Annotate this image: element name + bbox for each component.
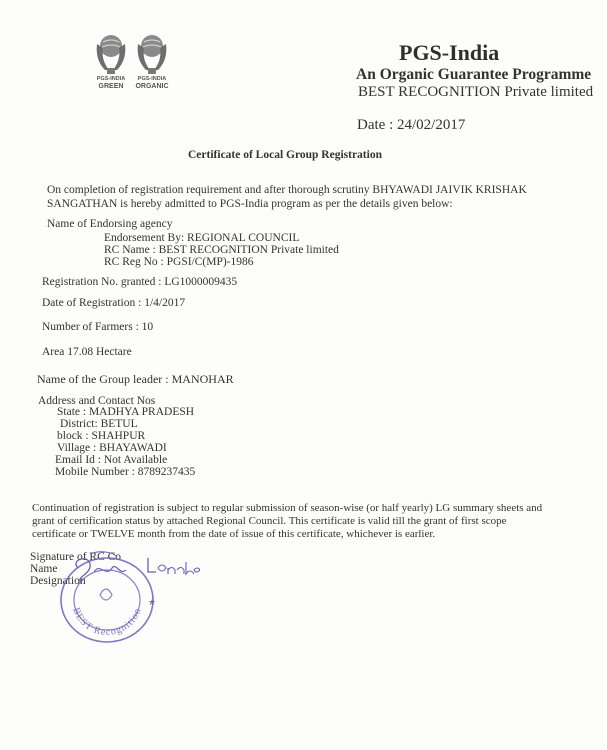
logo-green-line2: GREEN [98, 83, 124, 90]
logo-organic-line2: ORGANIC [135, 83, 169, 90]
certificate-title: Certificate of Local Group Registration [188, 149, 382, 161]
org-company: BEST RECOGNITION Private limited [358, 84, 594, 100]
address-district: District: BETUL [60, 418, 138, 430]
globe-hands-icon [134, 30, 170, 76]
agency-heading: Name of Endorsing agency [47, 218, 173, 230]
stamp-star-icon: ★ [148, 598, 157, 608]
intro-line-2: SANGATHAN is hereby admitted to PGS-India program as per the details given below: [47, 198, 453, 210]
address-heading: Address and Contact Nos [38, 395, 156, 407]
handwritten-signature [60, 548, 200, 588]
designation-label: Designation [30, 575, 86, 587]
name-label: Name [30, 563, 58, 575]
endorsement-by: Endorsement By: REGIONAL COUNCIL [104, 232, 300, 244]
address-block: block : SHAHPUR [57, 430, 146, 442]
pgs-green-logo [93, 30, 129, 92]
svg-text:BEST Recognition [70, 606, 144, 638]
stamp-text: BEST Recognition [70, 606, 144, 639]
intro-line-1: On completion of registration requirement and after thorough scrutiny BHYAWADI JAIVIK KRISHAK [47, 184, 527, 196]
continuation-line-1: Continuation of registration is subject to regular submission of season-wise (or half yearly) LG summary sheets and [32, 502, 543, 514]
address-mobile: Mobile Number : 8789237435 [55, 466, 196, 478]
area-hectare: Area 17.08 Hectare [42, 346, 132, 358]
org-tagline: An Organic Guarantee Programme [356, 66, 592, 83]
rc-reg-no: RC Reg No : PGSI/C(MP)-1986 [104, 256, 254, 268]
logo-organic-line1: PGS-INDIA [137, 76, 167, 82]
signature-label: Signature of RC Co [30, 551, 122, 563]
continuation-line-2: grant of certification status by attached Regional Council. This certificate is valid till the grant of first scope [32, 515, 507, 527]
globe-hands-icon [93, 30, 129, 76]
org-name: PGS-India [399, 40, 500, 65]
registration-number: Registration No. granted : LG1000009435 [42, 276, 238, 288]
address-village: Village : BHAYAWADI [57, 442, 167, 454]
address-email: Email Id : Not Available [55, 454, 168, 466]
address-state: State : MADHYA PRADESH [57, 406, 195, 418]
pgs-organic-logo [134, 30, 170, 92]
group-leader: Name of the Group leader : MANOHAR [37, 372, 234, 386]
number-of-farmers: Number of Farmers : 10 [42, 321, 154, 333]
continuation-line-3: certificate or TWELVE month from the date of issue of this certificate, whichever is earlier. [32, 528, 436, 540]
issue-date: Date : 24/02/2017 [357, 117, 466, 133]
registration-date: Date of Registration : 1/4/2017 [42, 297, 186, 309]
rc-name: RC Name : BEST RECOGNITION Private limited [104, 244, 339, 256]
logo-green-line1: PGS-INDIA [96, 76, 126, 82]
